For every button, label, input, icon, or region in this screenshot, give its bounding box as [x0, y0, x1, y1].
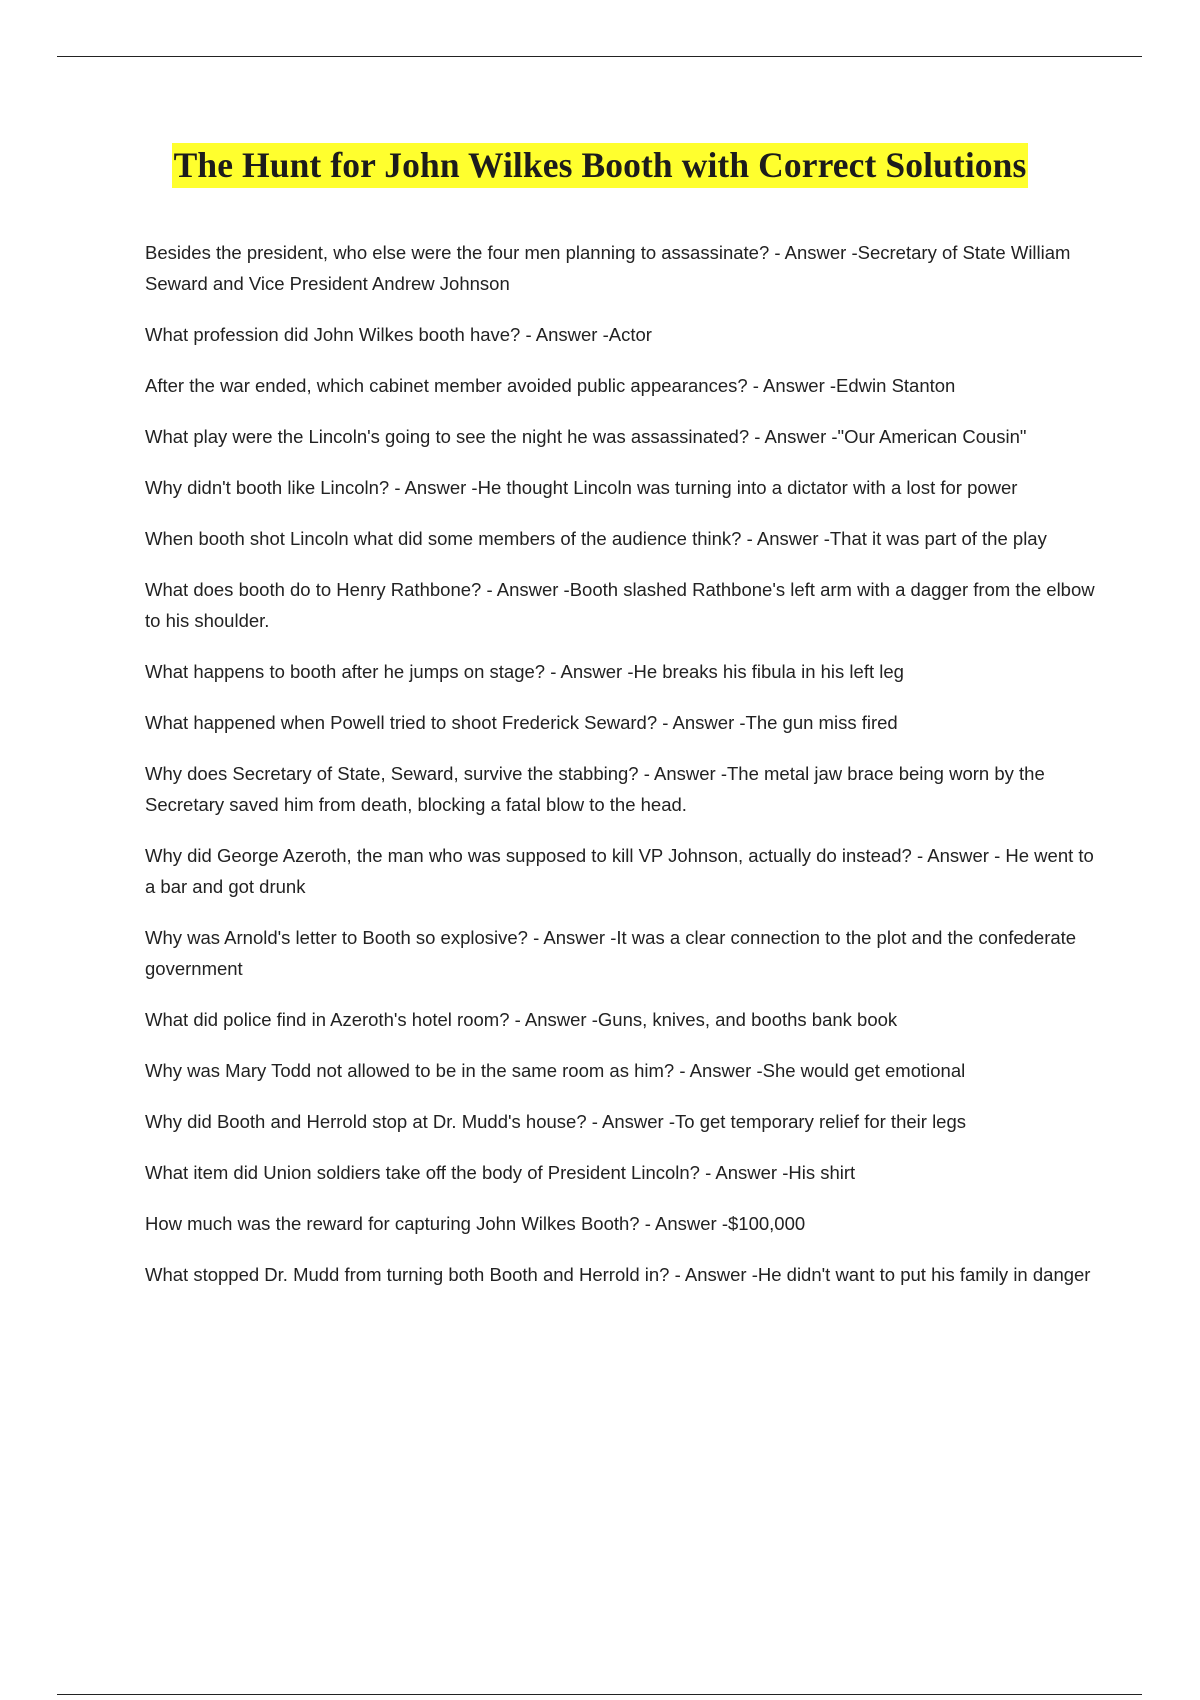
- bottom-rule: [57, 1694, 1142, 1695]
- qa-item: How much was the reward for capturing John Wilkes Booth? - Answer -$100,000: [145, 1213, 806, 1234]
- qa-item: What did police find in Azeroth's hotel room? - Answer -Guns, knives, and booths bank book: [145, 1009, 898, 1030]
- qa-item: When booth shot Lincoln what did some members of the audience think? - Answer -That it was part of the play: [145, 528, 1047, 549]
- qa-item: What happened when Powell tried to shoot Frederick Seward? - Answer -The gun miss fired: [145, 712, 898, 733]
- qa-item: What item did Union soldiers take off the body of President Lincoln? - Answer -His shirt: [145, 1162, 856, 1183]
- qa-item: What happens to booth after he jumps on stage? - Answer -He breaks his fibula in his left leg: [145, 661, 904, 682]
- qa-item: What does booth do to Henry Rathbone? - Answer -Booth slashed Rathbone's left arm with a dagger from the elbow to his shoulder.: [145, 579, 1095, 631]
- qa-item: Besides the president, who else were the four men planning to assassinate? - Answer -Secretary of State William Seward and Vice President Andrew Johnson: [145, 242, 1071, 294]
- qa-item: Why does Secretary of State, Seward, survive the stabbing? - Answer -The metal jaw brace being worn by the Secretary saved him from death, blocking a fatal blow to the head.: [145, 763, 1045, 815]
- qa-item: Why did George Azeroth, the man who was supposed to kill VP Johnson, actually do instead? - Answer - He went to a bar and got drunk: [145, 845, 1094, 897]
- qa-item: Why didn't booth like Lincoln? - Answer -He thought Lincoln was turning into a dictator with a lost for power: [145, 477, 1018, 498]
- top-rule: [57, 56, 1142, 57]
- qa-item: Why was Arnold's letter to Booth so explosive? - Answer -It was a clear connection to the plot and the confederate government: [145, 927, 1077, 979]
- page-title: The Hunt for John Wilkes Booth with Correct Solutions: [172, 143, 1029, 188]
- qa-item: Why was Mary Todd not allowed to be in the same room as him? - Answer -She would get emotional: [145, 1060, 966, 1081]
- qa-item: After the war ended, which cabinet member avoided public appearances? - Answer -Edwin Stanton: [145, 375, 956, 396]
- title-container: [0, 143, 1200, 188]
- qa-list: [145, 237, 1105, 1310]
- qa-item: What play were the Lincoln's going to see the night he was assassinated? - Answer -"Our American Cousin": [145, 426, 1027, 447]
- qa-item: What stopped Dr. Mudd from turning both Booth and Herrold in? - Answer -He didn't want to put his family in danger: [145, 1264, 1091, 1285]
- qa-item: Why did Booth and Herrold stop at Dr. Mudd's house? - Answer -To get temporary relief for their legs: [145, 1111, 967, 1132]
- qa-item: What profession did John Wilkes booth have? - Answer -Actor: [145, 324, 652, 345]
